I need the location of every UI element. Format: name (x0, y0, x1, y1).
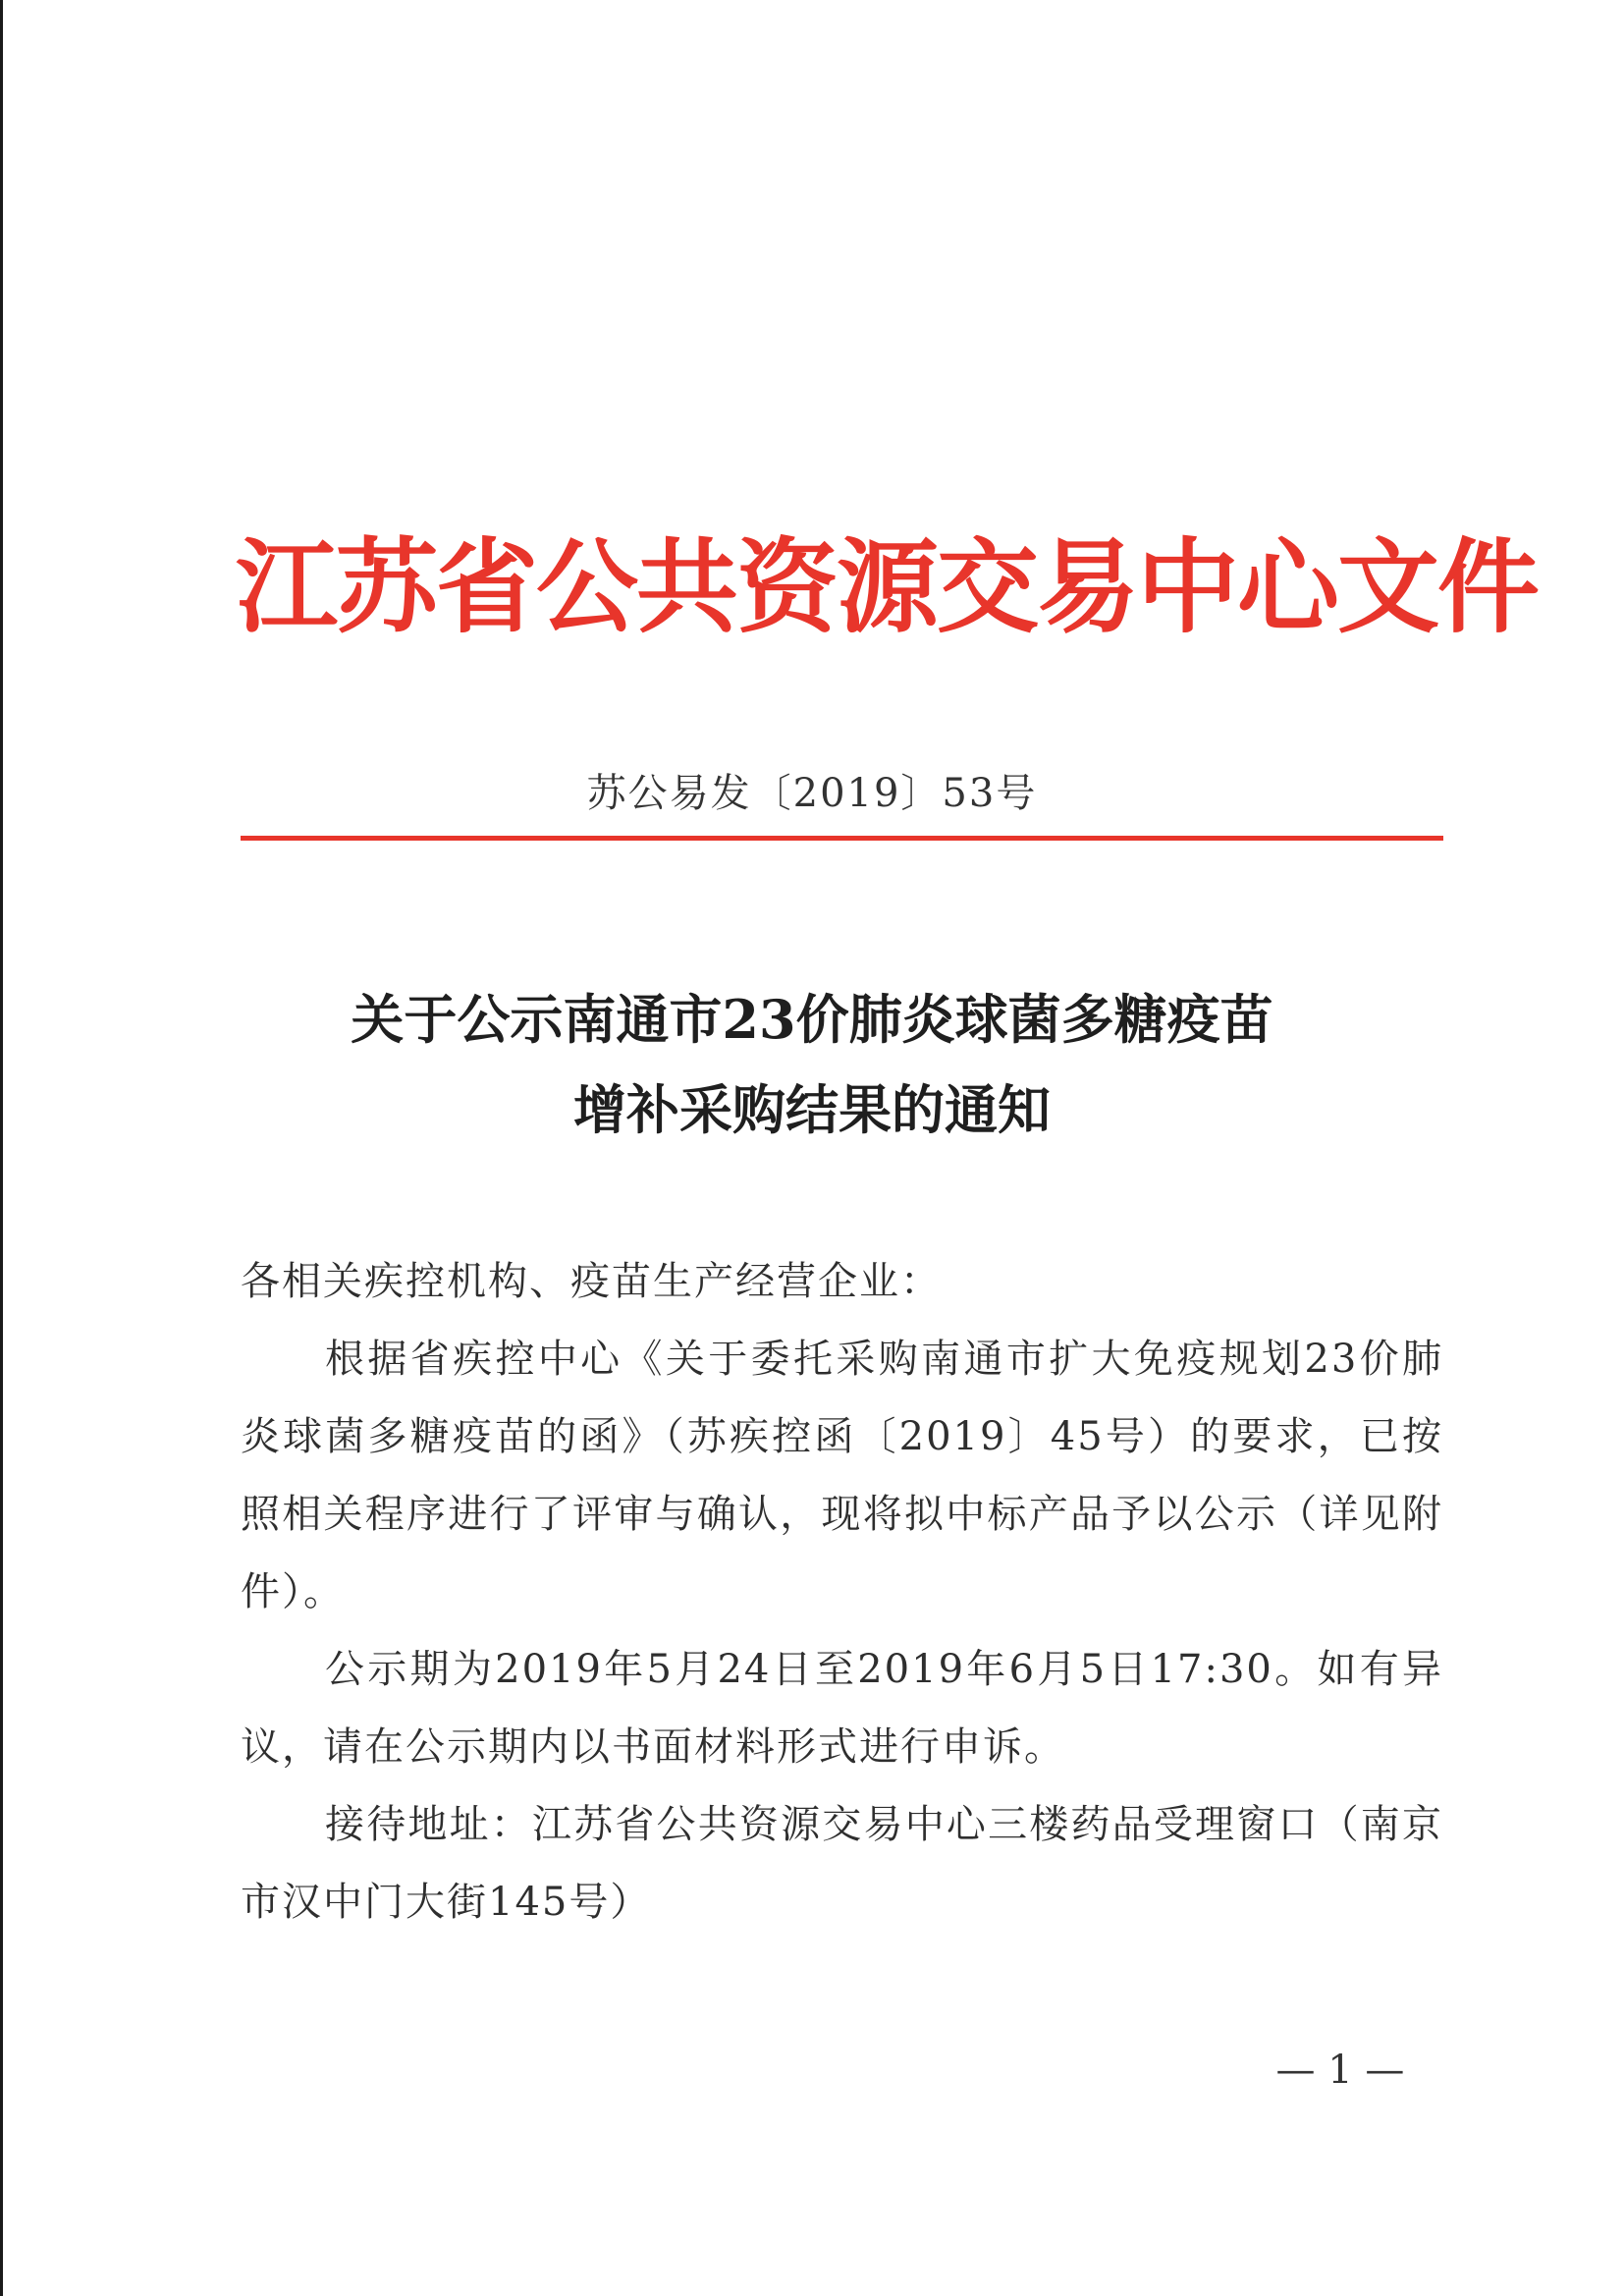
document-number: 苏公易发〔2019〕53号 (586, 771, 1038, 816)
body-paragraph-3: 接待地址：江苏省公共资源交易中心三楼药品受理窗口（南京市汉中门大街145号） (241, 1802, 1443, 1925)
notice-body (241, 1243, 1443, 1941)
red-divider-line (241, 836, 1443, 841)
body-paragraph-2: 公示期为2019年5月24日至2019年6月5日17:30。如有异议，请在公示期内以书面材料形式进行申诉。 (241, 1647, 1443, 1770)
page-number: — 1 — (1275, 2048, 1405, 2093)
body-paragraph-1: 根据省疾控中心《关于委托采购南通市扩大免疫规划23价肺炎球菌多糖疫苗的函》（苏疾控函〔2019〕45号）的要求，已按照相关程序进行了评审与确认，现将拟中标产品予以公示（详见附件）。 (241, 1337, 1443, 1614)
notice-title-line-2: 增补采购结果的通知 (573, 1078, 1051, 1141)
masthead-title: 江苏省公共资源交易中心文件 (236, 527, 1539, 647)
notice-title-line-1: 关于公示南通市23价肺炎球菌多糖疫苗 (351, 988, 1273, 1051)
salutation: 各相关疾控机构、疫苗生产经营企业： (241, 1259, 942, 1304)
notice-title (0, 974, 1624, 1155)
